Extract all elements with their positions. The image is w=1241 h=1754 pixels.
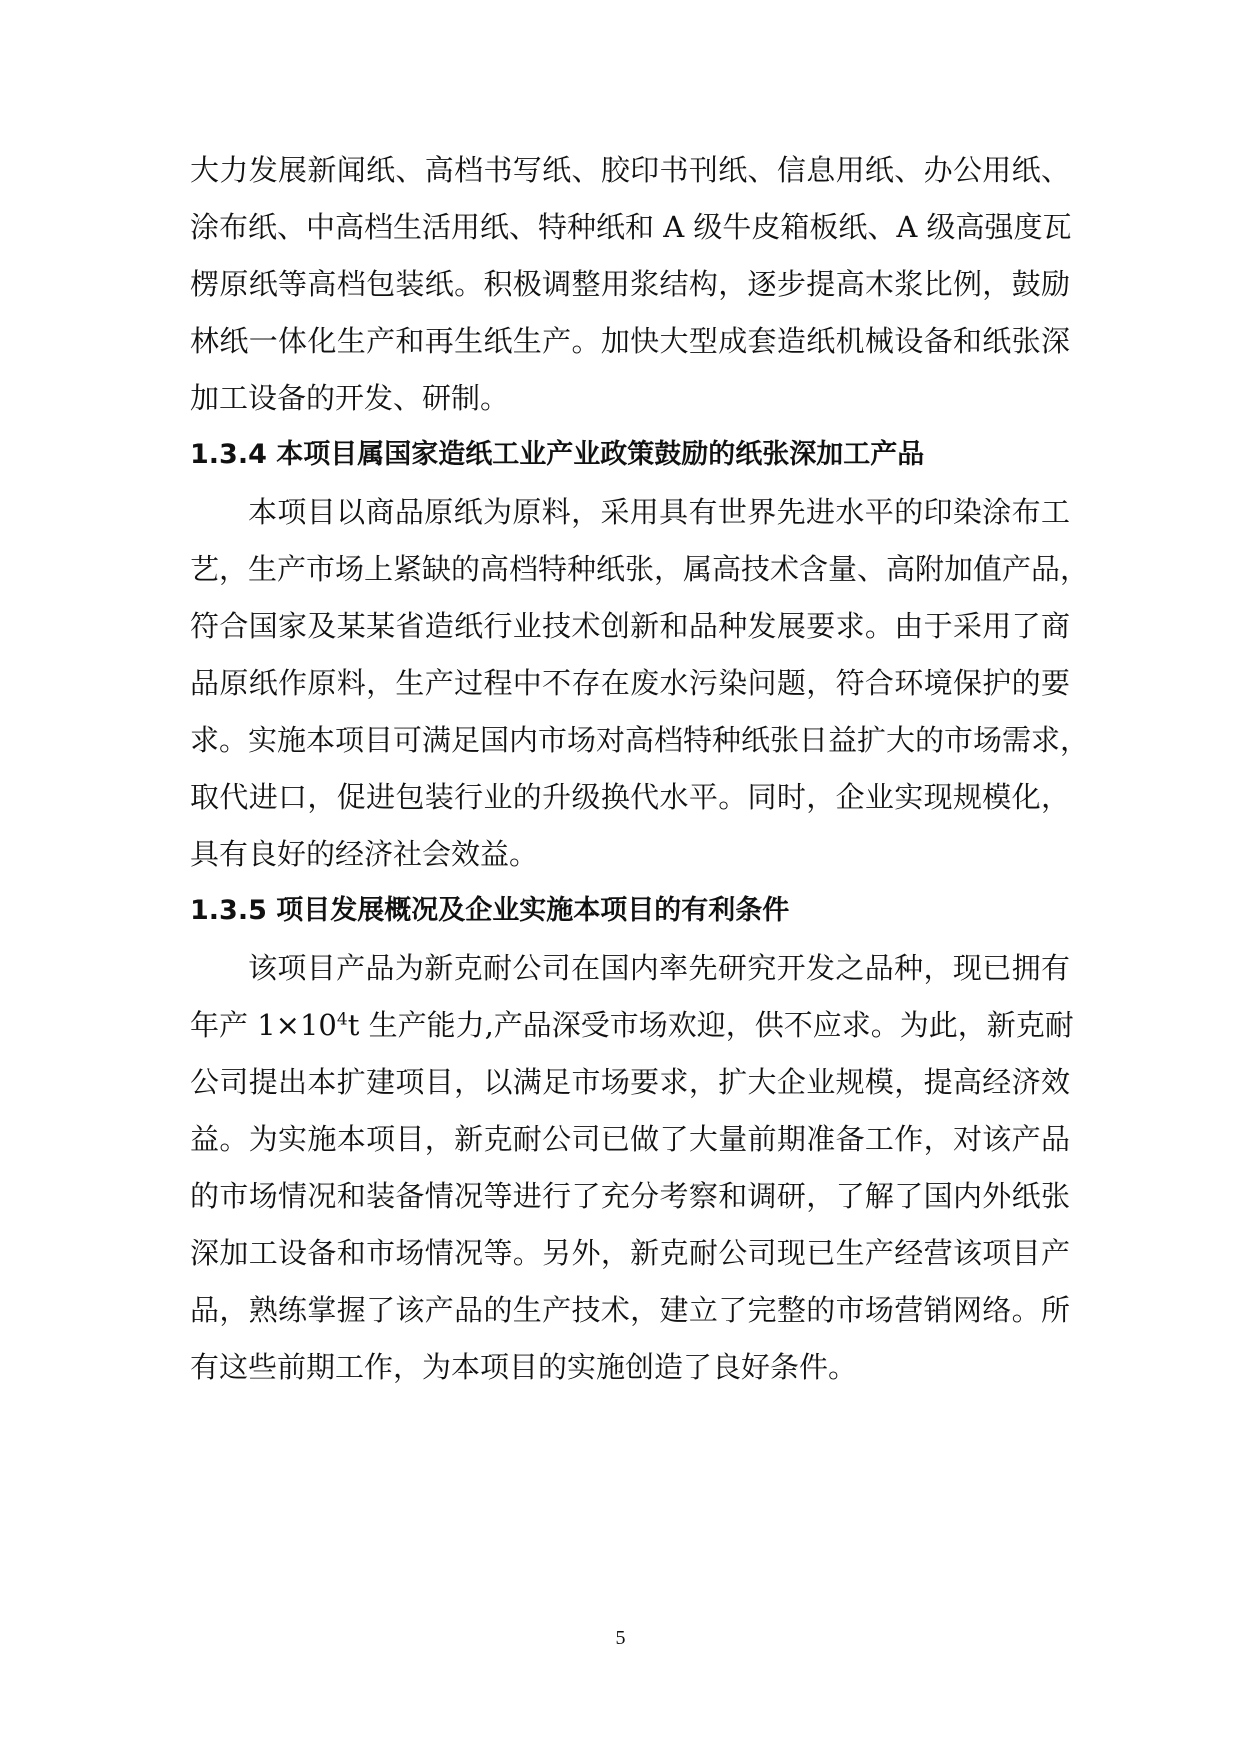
section-1-3-4-line-4: 品原纸作原料，生产过程中不存在废水污染问题，符合环境保护的要 xyxy=(190,666,1070,700)
section-1-3-5-heading: 1.3.5 项目发展概况及企业实施本项目的有利条件 xyxy=(190,895,790,926)
capacity-exponent: 4 xyxy=(336,1009,348,1030)
paragraph-1-line-5: 加工设备的开发、研制。 xyxy=(190,381,510,415)
section-1-3-4-line-3: 符合国家及某某省造纸行业技术创新和品种发展要求。由于采用了商 xyxy=(190,609,1070,643)
capacity-suffix: t 生产能力,产品深受市场欢迎，供不应求。为此，新克耐 xyxy=(347,1008,1074,1042)
capacity-prefix: 年产 1×10 xyxy=(190,1008,337,1042)
paragraph-1-line-1: 大力发展新闻纸、高档书写纸、胶印书刊纸、信息用纸、办公用纸、 xyxy=(190,153,1070,187)
section-1-3-5-line-7: 品，熟练掌握了该产品的生产技术，建立了完整的市场营销网络。所 xyxy=(190,1293,1070,1327)
paragraph-1-line-4: 林纸一体化生产和再生纸生产。加快大型成套造纸机械设备和纸张深 xyxy=(190,324,1070,358)
section-1-3-4-line-2: 艺，生产市场上紧缺的高档特种纸张，属高技术含量、高附加值产品， xyxy=(190,552,1090,586)
section-1-3-4-line-7: 具有良好的经济社会效益。 xyxy=(190,837,539,871)
section-1-3-4-line-6: 取代进口，促进包装行业的升级换代水平。同时，企业实现规模化， xyxy=(190,780,1070,814)
section-1-3-5-line-4: 益。为实施本项目，新克耐公司已做了大量前期准备工作，对该产品 xyxy=(190,1122,1070,1156)
paragraph-1-line-3: 楞原纸等高档包装纸。积极调整用浆结构，逐步提高木浆比例，鼓励 xyxy=(190,267,1070,301)
section-1-3-5-line-5: 的市场情况和装备情况等进行了充分考察和调研，了解了国内外纸张 xyxy=(190,1179,1070,1213)
section-1-3-5-line-1: 该项目产品为新克耐公司在国内率先研究开发之品种，现已拥有 xyxy=(248,951,1070,985)
section-1-3-5-line-6: 深加工设备和市场情况等。另外，新克耐公司现已生产经营该项目产 xyxy=(190,1236,1070,1270)
page-number: 5 xyxy=(615,1627,626,1649)
section-1-3-4-line-1: 本项目以商品原纸为原料，采用具有世界先进水平的印染涂布工 xyxy=(248,495,1070,529)
paragraph-1-line-2: 涂布纸、中高档生活用纸、特种纸和 A 级牛皮箱板纸、A 级高强度瓦 xyxy=(190,210,1072,244)
section-1-3-4-heading: 1.3.4 本项目属国家造纸工业产业政策鼓励的纸张深加工产品 xyxy=(190,439,925,470)
section-1-3-5-line-3: 公司提出本扩建项目，以满足市场要求，扩大企业规模，提高经济效 xyxy=(190,1065,1070,1099)
section-1-3-5-line-2 xyxy=(190,995,1074,1055)
section-1-3-4-line-5: 求。实施本项目可满足国内市场对高档特种纸张日益扩大的市场需求， xyxy=(190,723,1090,757)
section-1-3-5-line-8: 有这些前期工作，为本项目的实施创造了良好条件。 xyxy=(190,1350,858,1384)
